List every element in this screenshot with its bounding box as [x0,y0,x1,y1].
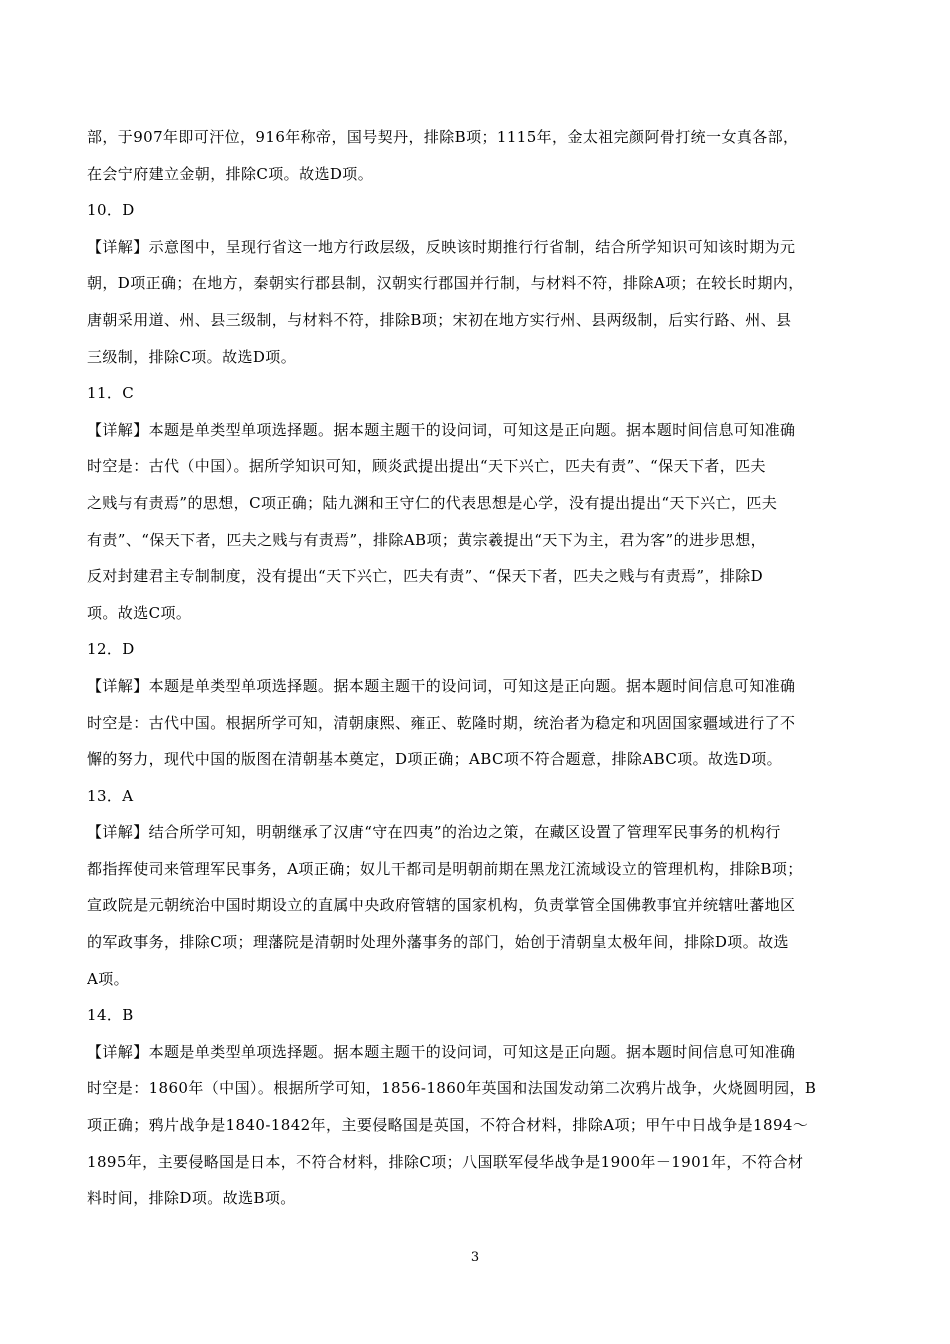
text-line: 唐朝采用道、州、县三级制，与材料不符，排除B项；宋初在地方实行州、县两级制，后实行路、州、县 [87,310,792,329]
text-line: 13．A [87,786,134,805]
text-line: 部，于907年即可汗位，916年称帝，国号契丹，排除B项；1115年，金太祖完颜阿骨打统一女真各部， [87,128,799,146]
text-line: 有责”、“保天下者，匹夫之贱与有责焉”，排除AB项；黄宗羲提出“天下为主，君为客”的进步思想， [87,530,767,549]
text-line: 时空是：古代中国。根据所学可知，清朝康熙、雍正、乾隆时期，统治者为稳定和巩固国家疆域进行了不 [87,713,796,732]
text-line: 料时间，排除D项。故选B项。 [87,1189,296,1208]
text-line: 的军政事务，排除C项；理藩院是清朝时处理外藩事务的部门，始创于清朝皇太极年间，排除D项。故选 [87,933,789,952]
text-line: 项正确；鸦片战争是1840-1842年，主要侵略国是英国，不符合材料，排除A项；甲午中日战争是1894～ [87,1116,809,1135]
text-line: 时空是：古代（中国）。据所学知识可知，顾炎武提出提出“天下兴亡，匹夫有责”、“保天下者，匹夫 [87,457,766,476]
text-line: A项。 [87,969,130,988]
text-line: 12．D [87,640,135,659]
text-line: 【详解】本题是单类型单项选择题。据本题主题干的设问词，可知这是正向题。据本题时间信息可知准确 [87,676,796,695]
page-number: 3 [470,1250,480,1265]
text-line: 宣政院是元朝统治中国时期设立的直属中央政府管辖的国家机构，负责掌管全国佛教事宜并统辖吐蕃地区 [87,896,796,915]
text-line: 在会宁府建立金朝，排除C项。故选D项。 [87,164,374,183]
text-line: 【详解】结合所学可知，明朝继承了汉唐“守在四夷”的治边之策，在藏区设置了管理军民事务的机构行 [87,823,781,842]
text-line: 11．C [87,384,135,403]
text-line: 【详解】本题是单类型单项选择题。据本题主题干的设问词，可知这是正向题。据本题时间信息可知准确 [87,420,796,439]
text-line: 懈的努力，现代中国的版图在清朝基本奠定，D项正确；ABC项不符合题意，排除ABC项。故选D项。 [87,750,783,769]
text-line: 朝，D项正确；在地方，秦朝实行郡县制，汉朝实行郡国并行制，与材料不符，排除A项；在较长时期内， [87,274,804,293]
text-line: 【详解】示意图中，呈现行省这一地方行政层级，反映该时期推行行省制，结合所学知识可知该时期为元 [87,237,796,256]
text-line: 反对封建君主专制制度，没有提出“天下兴亡，匹夫有责”、“保天下者，匹夫之贱与有责焉”，排除D [87,567,764,586]
answer-explanations [87,119,867,1217]
text-line: 之贱与有责焉”的思想，C项正确；陆九渊和王守仁的代表思想是心学，没有提出提出“天下兴亡，匹夫 [87,493,778,512]
text-line: 【详解】本题是单类型单项选择题。据本题主题干的设问词，可知这是正向题。据本题时间信息可知准确 [87,1042,796,1061]
text-line: 时空是：1860年（中国）。根据所学可知，1856-1860年英国和法国发动第二次鸦片战争，火烧圆明园，B [87,1079,817,1098]
text-line: 14．B [87,1006,134,1025]
text-line: 都指挥使司来管理军民事务，A项正确；奴儿干都司是明朝前期在黑龙江流域设立的管理机构，排除B项； [87,859,803,878]
text-line: 10．D [87,201,135,220]
text-line: 三级制，排除C项。故选D项。 [87,347,297,366]
text-line: 项。故选C项。 [87,603,192,622]
text-line: 1895年，主要侵略国是日本，不符合材料，排除C项；八国联军侵华战争是1900年－1901年，不符合材 [87,1152,804,1171]
